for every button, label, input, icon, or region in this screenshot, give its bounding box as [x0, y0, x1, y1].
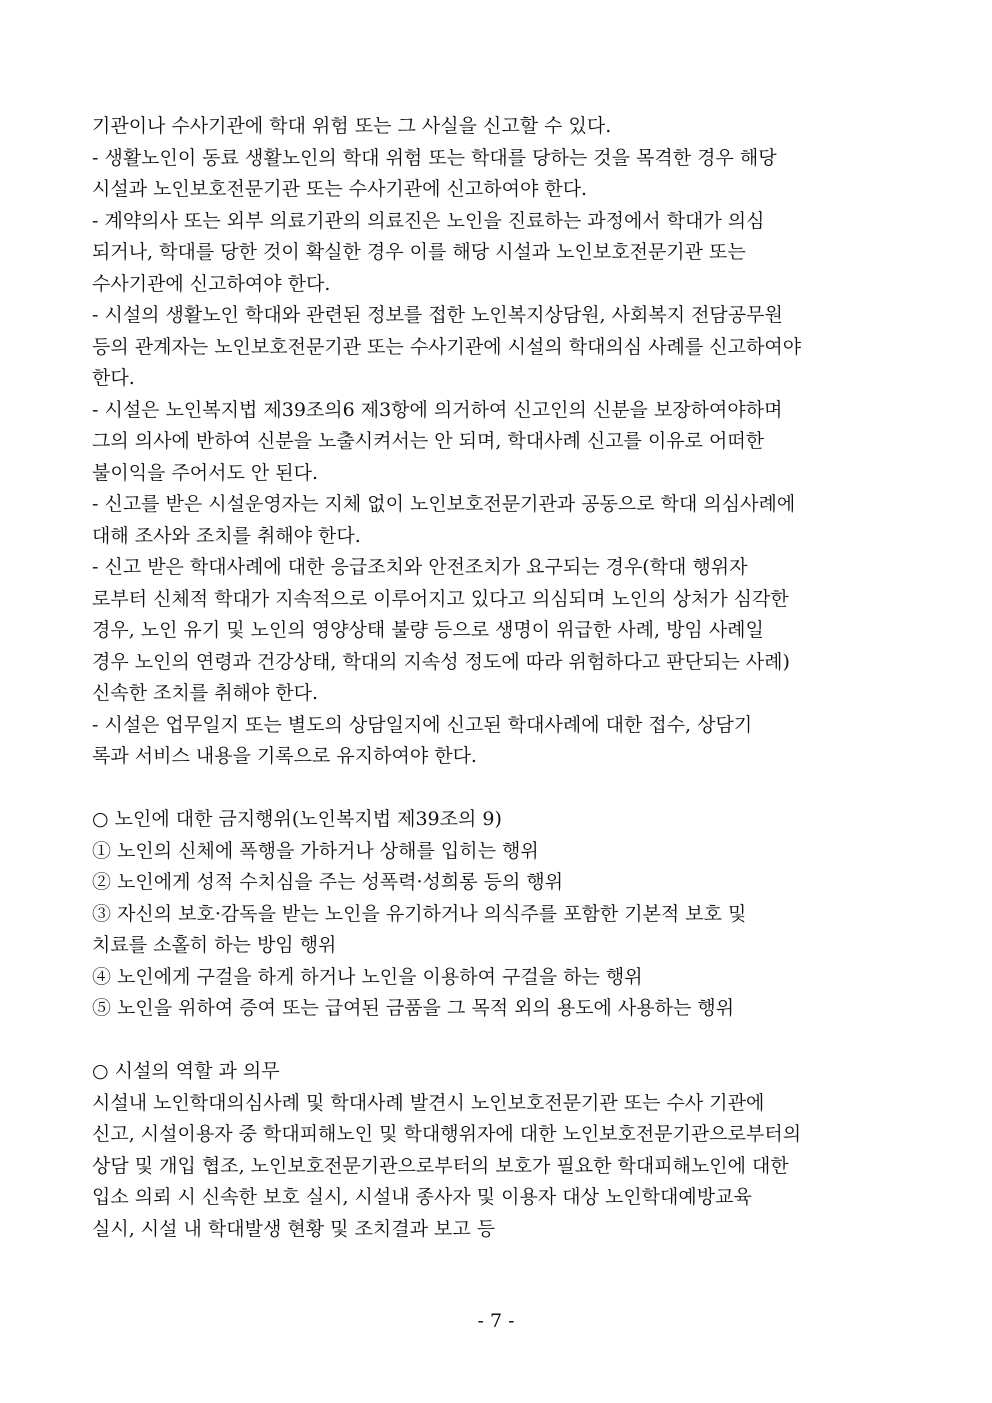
paragraph-line: 신고, 시설이용자 중 학대피해노인 및 학대행위자에 대한 노인보호전문기관으로부터의: [92, 1123, 802, 1145]
paragraph-line: 한다.: [92, 367, 135, 389]
paragraph-line: 대해 조사와 조치를 취해야 한다.: [92, 524, 361, 547]
paragraph-line: 경우, 노인 유기 및 노인의 영양상태 불량 등으로 생명이 위급한 사례, 방임 사례일: [92, 619, 764, 641]
paragraph-line: 신속한 조치를 취해야 한다.: [92, 682, 319, 704]
paragraph-line: - 시설은 노인복지법 제39조의6 제3항에 의거하여 신고인의 신분을 보장하여야하며: [92, 398, 783, 421]
paragraph-line: 되거나, 학대를 당한 것이 확실한 경우 이를 해당 시설과 노인보호전문기관 또는: [92, 241, 746, 263]
paragraph-line: - 신고를 받은 시설운영자는 지체 없이 노인보호전문기관과 공동으로 학대 의심사례에: [92, 493, 796, 515]
paragraph-line: - 생활노인이 동료 생활노인의 학대 위험 또는 학대를 당하는 것을 목격한 경우 해당: [92, 146, 777, 169]
paragraph-line: 로부터 신체적 학대가 지속적으로 이루어지고 있다고 의심되며 노인의 상처가 심각한: [92, 587, 789, 610]
blank-line: [92, 1025, 904, 1057]
list-item: ② 노인에게 성적 수치심을 주는 성폭력·성희롱 등의 행위: [92, 871, 564, 893]
paragraph-line: 기관이나 수사기관에 학대 위험 또는 그 사실을 신고할 수 있다.: [92, 115, 612, 137]
paragraph-line: - 시설의 생활노인 학대와 관련된 정보를 접한 노인복지상담원, 사회복지 전담공무원: [92, 304, 783, 326]
paragraph-line: - 계약의사 또는 외부 의료기관의 의료진은 노인을 진료하는 과정에서 학대가 의심: [92, 209, 765, 232]
paragraph-line: 시설내 노인학대의심사례 및 학대사례 발견시 노인보호전문기관 또는 수사 기관에: [92, 1091, 765, 1114]
blank-line: [92, 773, 904, 805]
prohibited-acts-section: [92, 804, 904, 1025]
facility-role-section: [92, 1056, 904, 1245]
paragraph-line: - 신고 받은 학대사례에 대한 응급조치와 안전조치가 요구되는 경우(학대 행위자: [92, 556, 748, 578]
paragraph-line: 불이익을 주어서도 안 된다.: [92, 461, 319, 484]
list-item: ① 노인의 신체에 폭행을 가하거나 상해를 입히는 행위: [92, 839, 539, 862]
document-body: [92, 111, 904, 1245]
page-number: - 7 -: [477, 1310, 515, 1332]
section-heading: ○ 노인에 대한 금지행위(노인복지법 제39조의 9): [92, 808, 502, 830]
list-item: ⑤ 노인을 위하여 증여 또는 급여된 금품을 그 목적 외의 용도에 사용하는 행위: [92, 997, 735, 1019]
paragraph-line: 등의 관계자는 노인보호전문기관 또는 수사기관에 시설의 학대의심 사례를 신고하여야: [92, 335, 802, 358]
reporting-duties-section: [92, 111, 904, 773]
paragraph-line: 그의 의사에 반하여 신분을 노출시켜서는 안 되며, 학대사례 신고를 이유로 어떠한: [92, 430, 765, 452]
paragraph-line: 록과 서비스 내용을 기록으로 유지하여야 한다.: [92, 745, 477, 767]
paragraph-line: 경우 노인의 연령과 건강상태, 학대의 지속성 정도에 따라 위험하다고 판단되는 사례): [92, 650, 790, 673]
section-heading: ○ 시설의 역할 과 의무: [92, 1060, 280, 1082]
list-item: ③ 자신의 보호·감독을 받는 노인을 유기하거나 의식주를 포함한 기본적 보호 및: [92, 902, 747, 925]
paragraph-line: - 시설은 업무일지 또는 별도의 상담일지에 신고된 학대사례에 대한 접수, 상담기: [92, 713, 753, 736]
paragraph-line: 실시, 시설 내 학대발생 현황 및 조치결과 보고 등: [92, 1217, 496, 1240]
paragraph-line: 상담 및 개입 협조, 노인보호전문기관으로부터의 보호가 필요한 학대피해노인에 대한: [92, 1154, 789, 1177]
list-item: 치료를 소홀히 하는 방임 행위: [92, 934, 337, 956]
paragraph-line: 시설과 노인보호전문기관 또는 수사기관에 신고하여야 한다.: [92, 178, 588, 200]
paragraph-line: 수사기관에 신고하여야 한다.: [92, 272, 331, 295]
list-item: ④ 노인에게 구걸을 하게 하거나 노인을 이용하여 구걸을 하는 행위: [92, 965, 643, 988]
paragraph-line: 입소 의뢰 시 신속한 보호 실시, 시설내 종사자 및 이용자 대상 노인학대예방교육: [92, 1186, 752, 1208]
